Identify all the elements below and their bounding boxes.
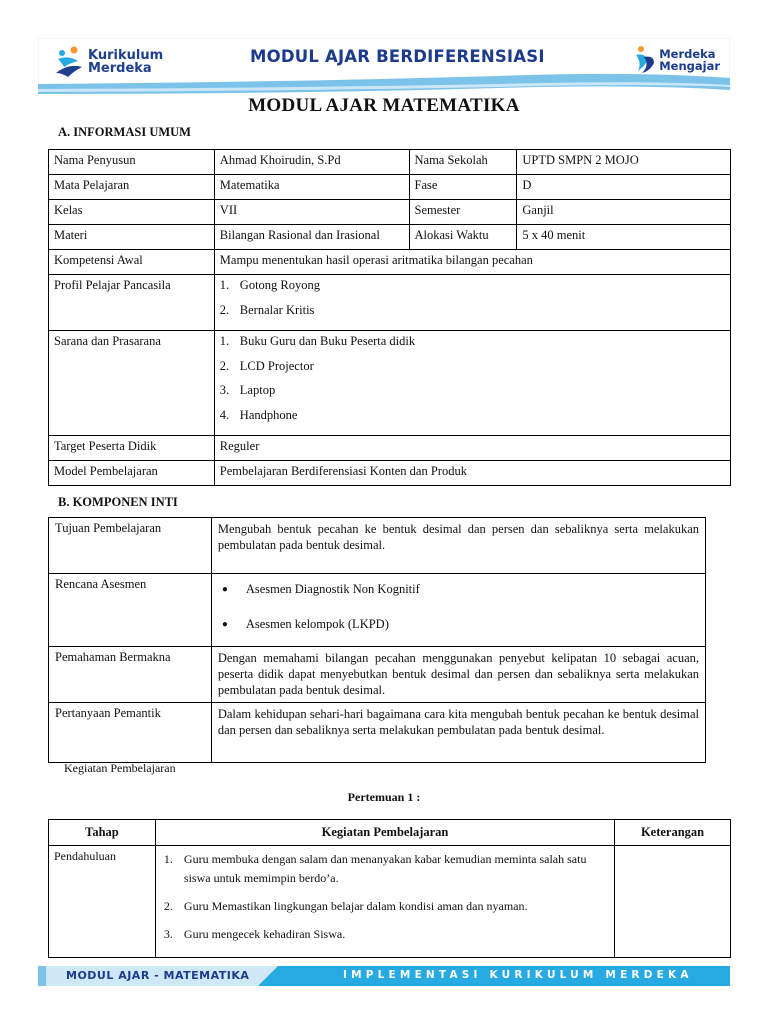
label-cell: Tujuan Pembelajaran	[49, 518, 212, 574]
merdeka-mengajar-logo	[634, 45, 720, 75]
list-item: 2. Bernalar Kritis	[219, 302, 315, 317]
kegiatan-cell	[155, 846, 614, 958]
value-cell: Ganjil	[517, 200, 731, 225]
label-cell: Fase	[409, 175, 517, 200]
profil-list	[220, 278, 725, 327]
value-cell: Reguler	[214, 436, 730, 461]
value-cell: Pembelajaran Berdiferensiasi Konten dan Produk	[214, 461, 730, 486]
section-a-heading: A. INFORMASI UMUM	[58, 125, 191, 139]
table-row	[49, 574, 706, 647]
footer-left-text: MODUL AJAR - MATEMATIKA	[66, 969, 250, 982]
value-cell: Dengan memahami bilangan pecahan menggunakan penyebut kelipatan 10 sebagai acuan, peserta didik dapat menyebutkan bentuk desimal dan persen dan sebaliknya serta melakukan pembulatan pada bentuk desimal.	[211, 647, 705, 703]
table-row	[49, 331, 731, 436]
label-cell: Target Peserta Didik	[49, 436, 215, 461]
kegiatan-table	[48, 819, 731, 958]
table-row	[49, 150, 731, 175]
table-row	[49, 436, 731, 461]
bullet-icon: ●	[221, 584, 228, 595]
table-row	[49, 703, 706, 763]
value-cell: UPTD SMPN 2 MOJO	[517, 150, 731, 175]
column-header: Kegiatan Pembelajaran	[155, 820, 614, 846]
label-cell: Materi	[49, 225, 215, 250]
tahap-cell: Pendahuluan	[49, 846, 156, 958]
table-row	[49, 250, 731, 275]
label-cell: Semester	[409, 200, 517, 225]
value-cell	[214, 331, 730, 436]
keterangan-cell	[615, 846, 731, 958]
value-cell: Mengubah bentuk pecahan ke bentuk desimal dan persen dan sebaliknya serta melakukan pembulatan pada bentuk desimal.	[211, 518, 705, 574]
value-cell	[214, 275, 730, 331]
logo-left-line2: Merdeka	[88, 61, 152, 76]
table-row	[49, 647, 706, 703]
value-cell: VII	[214, 200, 409, 225]
komponen-inti-table	[48, 517, 706, 763]
kurikulum-merdeka-icon	[54, 45, 84, 79]
footer-right-text: IMPLEMENTASI KURIKULUM MERDEKA	[343, 969, 693, 981]
table-header-row	[49, 820, 731, 846]
list-item: 1. Buku Guru dan Buku Peserta didik	[219, 334, 416, 348]
kegiatan-label: Kegiatan Pembelajaran	[64, 761, 176, 775]
value-cell	[211, 574, 705, 647]
banner-title: MODUL AJAR BERDIFERENSIASI	[250, 47, 545, 66]
column-header: Keterangan	[615, 820, 731, 846]
label-cell: Kelas	[49, 200, 215, 225]
value-cell: Ahmad Khoirudin, S.Pd	[214, 150, 409, 175]
informasi-umum-table	[48, 149, 731, 486]
label-cell: Alokasi Waktu	[409, 225, 517, 250]
label-cell: Nama Sekolah	[409, 150, 517, 175]
value-cell: Matematika	[214, 175, 409, 200]
table-row	[49, 225, 731, 250]
header-banner	[38, 38, 730, 94]
value-cell: Bilangan Rasional dan Irasional	[214, 225, 409, 250]
logo-right-line1: Merdeka	[659, 47, 716, 61]
label-cell: Kompetensi Awal	[49, 250, 215, 275]
table-row	[49, 461, 731, 486]
label-cell: Sarana dan Prasarana	[49, 331, 215, 436]
list-item: 1. Guru membuka dengan salam dan menanyakan kabar kemudian meminta salah satu siswa untuk memimpin berdo’a.	[163, 852, 587, 885]
list-item: 4. Handphone	[219, 407, 298, 422]
label-cell: Pertanyaan Pemantik	[49, 703, 212, 763]
list-item: 2. LCD Projector	[219, 358, 314, 373]
merdeka-mengajar-icon	[634, 45, 656, 75]
list-item: ● Asesmen Diagnostik Non Kognitif	[221, 582, 420, 596]
value-cell: Dalam kehidupan sehari-hari bagaimana cara kita mengubah bentuk pecahan ke bentuk desimal dan persen dan sebaliknya serta melakukan pembulatan pada bentuk desimal.	[211, 703, 705, 763]
table-row	[49, 846, 731, 958]
label-cell: Pemahaman Bermakna	[49, 647, 212, 703]
label-cell: Model Pembelajaran	[49, 461, 215, 486]
list-item: 2. Guru Memastikan lingkungan belajar dalam kondisi aman dan nyaman.	[163, 899, 528, 913]
value-cell: 5 x 40 menit	[517, 225, 731, 250]
value-cell: Mampu menentukan hasil operasi aritmatika bilangan pecahan	[214, 250, 730, 275]
bullet-icon: ●	[221, 619, 228, 630]
label-cell: Profil Pelajar Pancasila	[49, 275, 215, 331]
pertemuan-heading: Pertemuan 1 :	[347, 790, 421, 804]
label-cell: Mata Pelajaran	[49, 175, 215, 200]
table-row	[49, 275, 731, 331]
list-item: ● Asesmen kelompok (LKPD)	[221, 617, 389, 631]
value-cell: D	[517, 175, 731, 200]
list-item: 3. Laptop	[219, 383, 276, 397]
column-header: Tahap	[49, 820, 156, 846]
label-cell: Nama Penyusun	[49, 150, 215, 175]
section-b-heading: B. KOMPONEN INTI	[58, 495, 178, 509]
kegiatan-list	[164, 850, 606, 944]
footer-banner	[38, 966, 730, 986]
table-row	[49, 200, 731, 225]
logo-left-line1: Kurikulum	[88, 48, 164, 63]
table-row	[49, 518, 706, 574]
list-item: 1. Gotong Royong	[219, 278, 321, 292]
logo-right-line2: Mengajar	[659, 59, 720, 73]
kurikulum-merdeka-logo	[54, 45, 163, 79]
label-cell: Rencana Asesmen	[49, 574, 212, 647]
sarana-list	[220, 334, 725, 432]
document-title: MODUL AJAR MATEMATIKA	[248, 95, 520, 116]
asesmen-list	[218, 582, 699, 643]
list-item: 3. Guru mengecek kehadiran Siswa.	[163, 927, 346, 941]
table-row	[49, 175, 731, 200]
